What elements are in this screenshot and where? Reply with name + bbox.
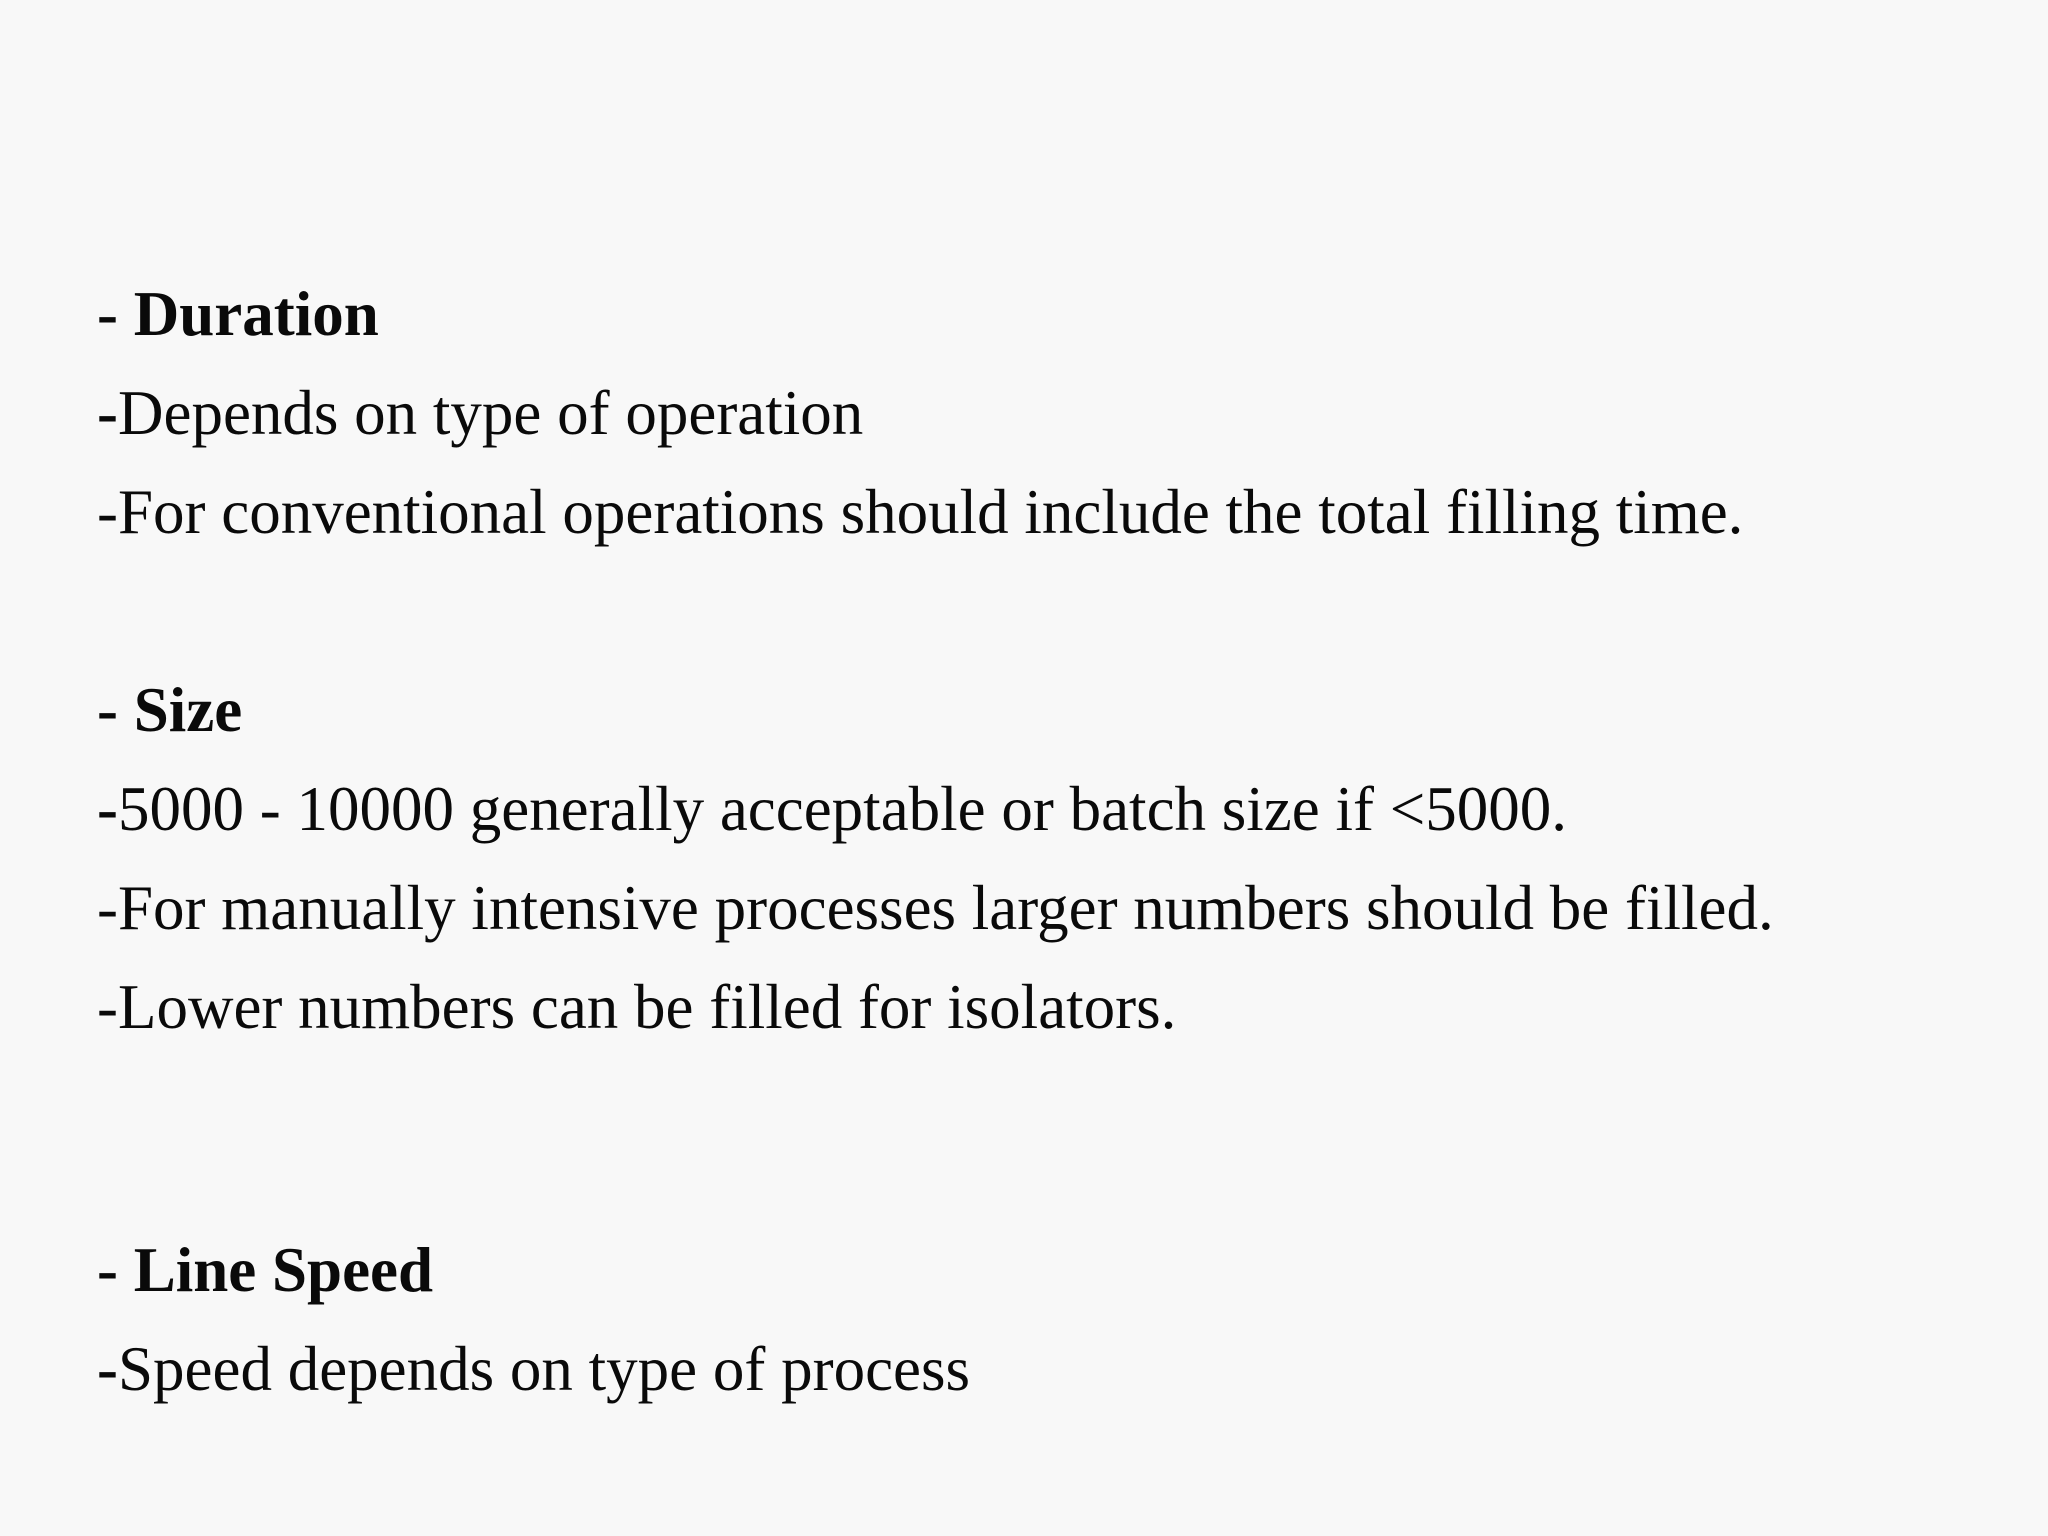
- size-heading: - Size: [97, 675, 243, 745]
- bullet-text: Speed depends on type of process: [117, 1334, 971, 1404]
- size-bullet-1: [97, 774, 1567, 844]
- size-bullet-3: [97, 972, 1177, 1042]
- bullet-dash: -: [97, 873, 118, 943]
- bullet-text: 5000 - 10000 generally acceptable or batch size if <5000.: [117, 774, 1567, 844]
- bullet-dash: -: [97, 972, 118, 1042]
- bullet-text: Lower numbers can be filled for isolators.: [117, 972, 1177, 1042]
- bullet-dash: -: [97, 378, 118, 448]
- bullet-text: For manually intensive processes larger numbers should be filled.: [117, 873, 1774, 943]
- bullet-dash: -: [97, 477, 118, 547]
- line-speed-heading: - Line Speed: [97, 1235, 434, 1305]
- duration-heading: - Duration: [97, 279, 379, 349]
- duration-bullet-2: [97, 477, 1744, 547]
- bullet-dash: -: [97, 774, 118, 844]
- line-speed-bullet-1: [97, 1334, 971, 1404]
- bullet-dash: -: [97, 1334, 118, 1404]
- size-bullet-2: [97, 873, 1774, 943]
- bullet-text: Depends on type of operation: [117, 378, 864, 448]
- duration-bullet-1: [97, 378, 864, 448]
- bullet-text: For conventional operations should include the total filling time.: [117, 477, 1744, 547]
